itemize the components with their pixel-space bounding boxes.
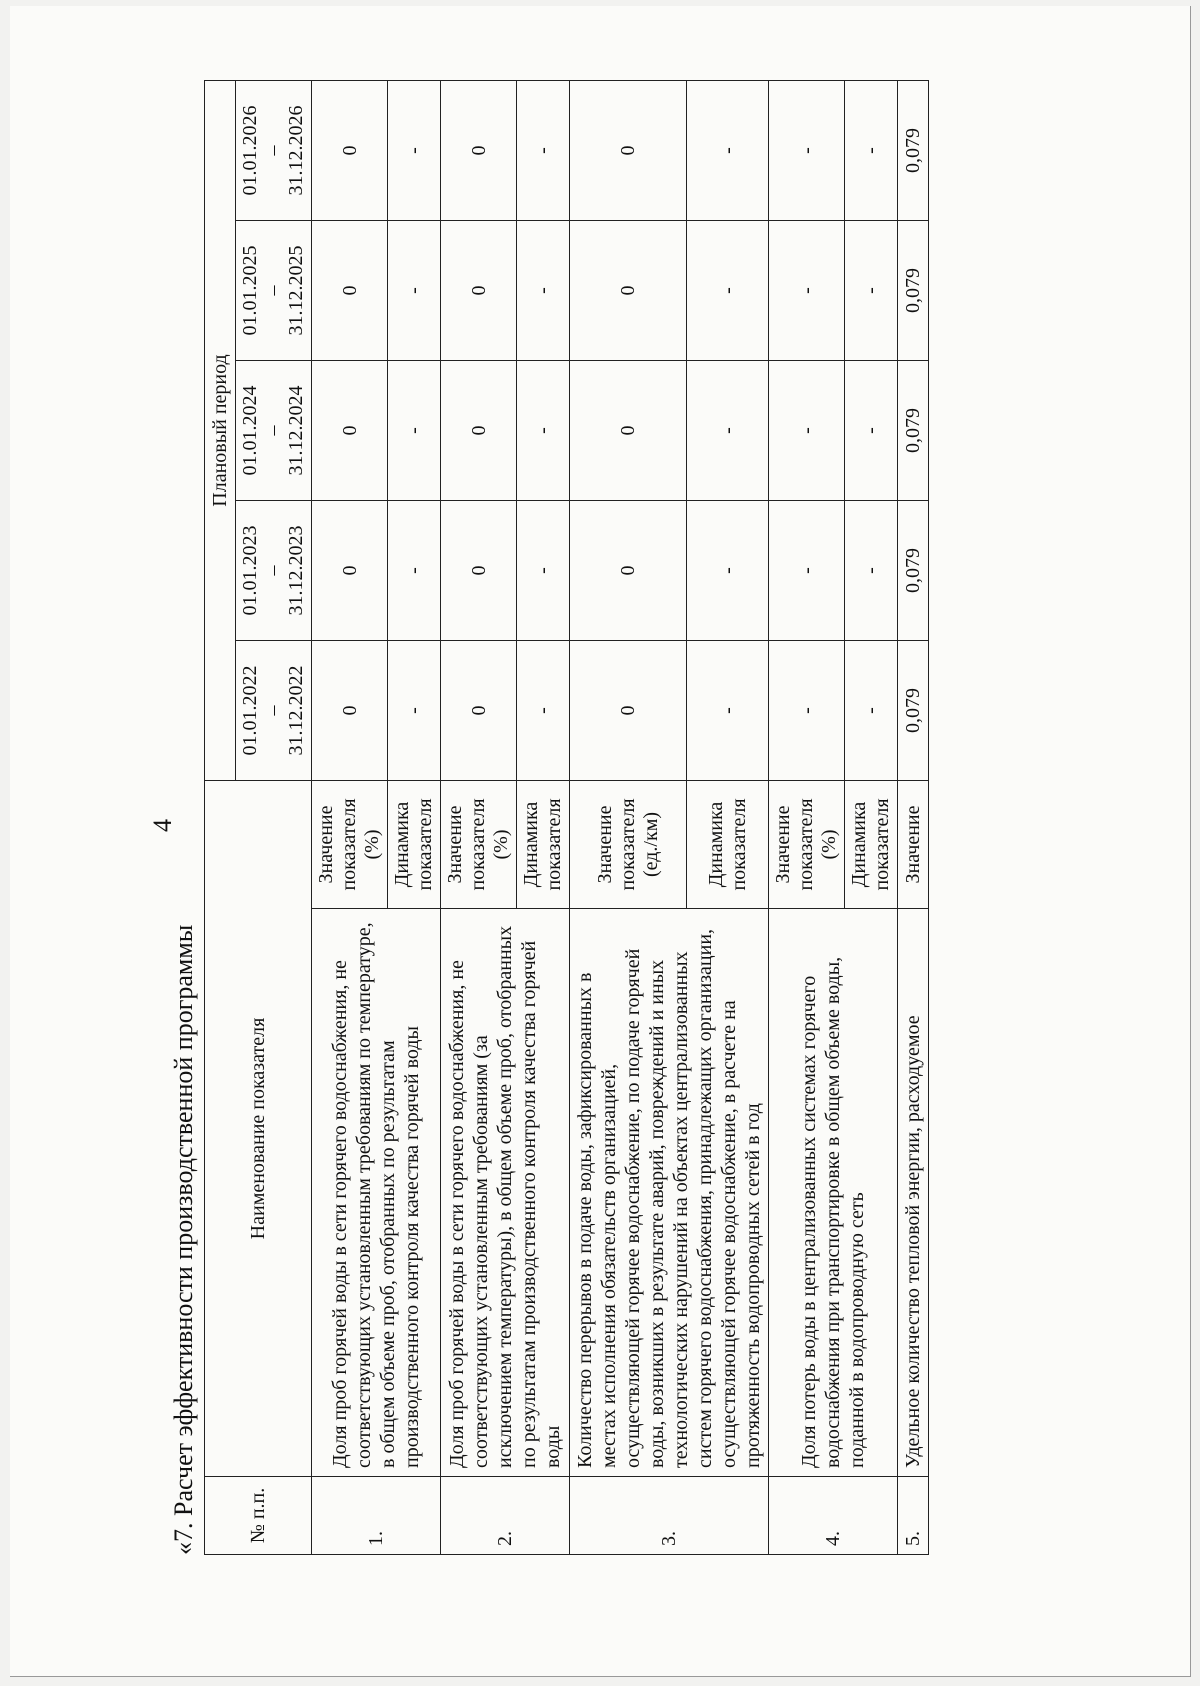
indicator-value: 0 — [312, 501, 388, 641]
indicator-value: 0 — [441, 221, 517, 361]
indicator-value: - — [388, 221, 441, 361]
indicator-subtype: Динамика показателя — [517, 781, 570, 909]
indicator-name: Доля потерь воды в централизованных системах горячего водоснабжения при транспортировке в общем объеме воды, поданной в водопроводную сеть — [769, 909, 898, 1477]
indicator-value: - — [388, 80, 441, 220]
table-row — [312, 80, 388, 1554]
indicator-value: - — [517, 501, 570, 641]
table-body — [312, 80, 929, 1554]
indicator-value: - — [845, 221, 898, 361]
indicator-name: Доля проб горячей воды в сети горячего водоснабжения, не соответствующих установленным требованиям (за исключением температуры), в общем объеме проб, отобранных по результатам производственного контроля качества горячей воды — [441, 909, 570, 1477]
period-dash: – — [262, 425, 284, 436]
indicator-value: - — [388, 361, 441, 501]
indicator-value: - — [845, 361, 898, 501]
indicator-value: - — [517, 80, 570, 220]
indicator-subtype: Динамика показателя — [687, 781, 769, 909]
period-to: 31.12.2024 — [285, 385, 307, 476]
indicator-name: Удельное количество тепловой энергии, расходуемое — [898, 909, 929, 1477]
indicator-value: 0 — [570, 361, 687, 501]
indicator-subtype: Значение показателя (%) — [769, 781, 845, 909]
indicator-value: 0,079 — [898, 221, 929, 361]
indicator-value: 0 — [441, 501, 517, 641]
table-row — [570, 80, 687, 1554]
indicator-value: - — [388, 501, 441, 641]
period-to: 31.12.2026 — [285, 105, 307, 196]
indicator-subtype: Значение — [898, 781, 929, 909]
period-column-header — [236, 641, 312, 781]
period-column-header — [236, 221, 312, 361]
indicator-value: 0 — [312, 641, 388, 781]
period-column-header — [236, 501, 312, 641]
indicator-value: 0 — [312, 80, 388, 220]
indicator-value: 0 — [441, 641, 517, 781]
indicator-value: 0,079 — [898, 361, 929, 501]
period-from: 01.01.2025 — [239, 245, 261, 336]
indicator-value: 0 — [570, 501, 687, 641]
indicator-value: - — [687, 641, 769, 781]
column-header-planned-period: Плановый период — [205, 80, 236, 780]
indicator-value: - — [687, 221, 769, 361]
indicator-value: - — [388, 641, 441, 781]
page-number: 4 — [148, 819, 177, 832]
row-number: 1. — [312, 1477, 441, 1555]
period-to: 31.12.2022 — [285, 665, 307, 756]
indicator-value: 0 — [441, 80, 517, 220]
indicator-subtype: Динамика показателя — [388, 781, 441, 909]
period-dash: – — [262, 705, 284, 716]
period-from: 01.01.2023 — [239, 525, 261, 616]
indicator-name: Доля проб горячей воды в сети горячего водоснабжения, не соответствующих установленным требованиям по температуре, в общем объеме проб, отобранных по результатам производственного контроля качества горячей воды — [312, 909, 441, 1477]
table-row — [441, 80, 517, 1554]
indicator-subtype: Значение показателя (%) — [312, 781, 388, 909]
period-dash: – — [262, 565, 284, 576]
column-header-name: Наименование показателя — [205, 781, 312, 1477]
indicator-value: 0 — [570, 80, 687, 220]
row-number: 5. — [898, 1477, 929, 1555]
indicator-value: 0 — [312, 361, 388, 501]
indicator-value: - — [769, 80, 845, 220]
indicator-value: 0 — [312, 221, 388, 361]
indicator-name: Количество перерывов в подаче воды, зафиксированных в местах исполнения обязательств организацией, осуществляющей горячее водоснабжение, по подаче горячей воды, возникших в результате аварий, повреждений и иных технологических нарушений на объектах централизованных систем горячего водоснабжения, принадлежащих организации, осуществляющей горячее водоснабжение, в расчете на протяженность водопроводных сетей в год — [570, 909, 769, 1477]
indicator-value: - — [845, 641, 898, 781]
indicator-value: 0 — [570, 641, 687, 781]
table-row — [769, 80, 845, 1554]
row-number: 3. — [570, 1477, 769, 1555]
indicator-subtype: Значение показателя (%) — [441, 781, 517, 909]
indicator-subtype: Динамика показателя — [845, 781, 898, 909]
period-to: 31.12.2025 — [285, 245, 307, 336]
column-header-number: № п.п. — [205, 1477, 312, 1555]
indicator-value: 0,079 — [898, 641, 929, 781]
table-row — [898, 80, 929, 1554]
period-dash: – — [262, 145, 284, 156]
indicator-value: - — [845, 501, 898, 641]
row-number: 4. — [769, 1477, 898, 1555]
row-number: 2. — [441, 1477, 570, 1555]
period-from: 01.01.2024 — [239, 385, 261, 476]
rotated-content — [164, 80, 929, 1555]
indicator-value: - — [687, 80, 769, 220]
indicator-value: 0,079 — [898, 501, 929, 641]
period-from: 01.01.2026 — [239, 105, 261, 196]
period-dash: – — [262, 285, 284, 296]
table-header-row — [205, 80, 236, 1554]
indicator-value: - — [769, 501, 845, 641]
efficiency-table — [204, 80, 929, 1555]
indicator-value: - — [769, 641, 845, 781]
indicator-value: - — [769, 361, 845, 501]
period-column-header — [236, 361, 312, 501]
period-to: 31.12.2023 — [285, 525, 307, 616]
indicator-value: - — [517, 641, 570, 781]
period-column-header — [236, 80, 312, 220]
indicator-value: - — [845, 80, 898, 220]
indicator-value: 0 — [570, 221, 687, 361]
indicator-value: 0,079 — [898, 80, 929, 220]
indicator-value: - — [687, 501, 769, 641]
indicator-value: - — [517, 361, 570, 501]
section-heading: «7. Расчет эффективности производственной программы — [169, 924, 198, 1555]
indicator-value: - — [687, 361, 769, 501]
period-from: 01.01.2022 — [239, 665, 261, 756]
indicator-subtype: Значение показателя (ед./км) — [570, 781, 687, 909]
indicator-value: - — [517, 221, 570, 361]
indicator-value: - — [769, 221, 845, 361]
indicator-value: 0 — [441, 361, 517, 501]
